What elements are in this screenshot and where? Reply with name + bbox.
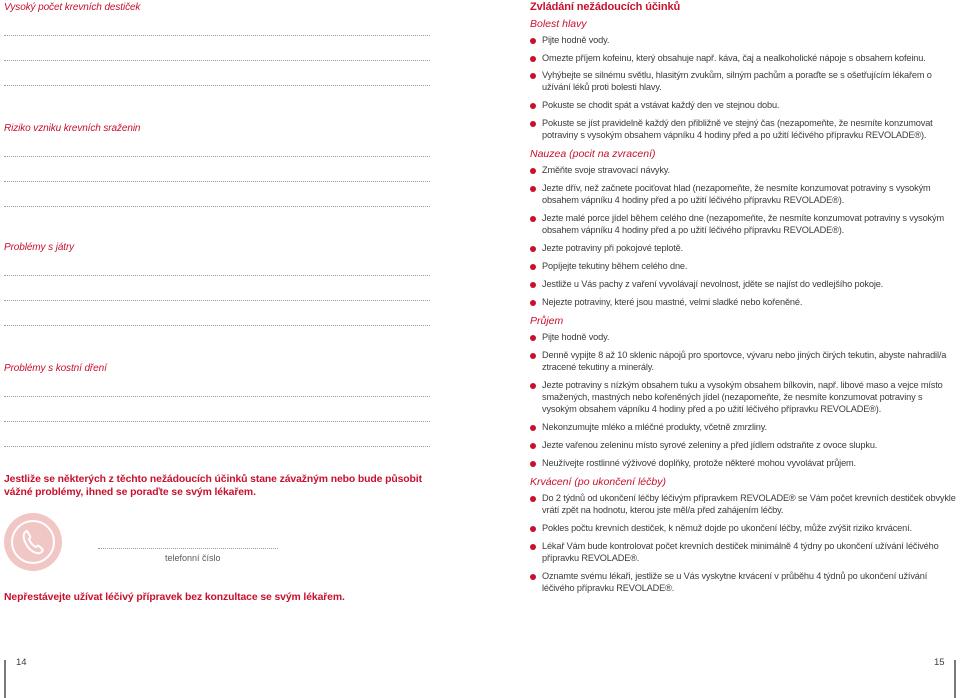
note-line[interactable] — [4, 85, 430, 86]
bullet-icon — [530, 496, 536, 502]
bullet-icon — [530, 335, 536, 341]
list-item: Omezte příjem kofeinu, který obsahuje např. káva, čaj a nealkoholické nápoje s obsahem kofeinu. — [530, 53, 958, 65]
note-label-bone-marrow: Problémy s kostní dření — [4, 363, 107, 374]
page-number-right: 15 — [934, 657, 945, 668]
nausea-list — [530, 165, 958, 309]
section-heading-bleeding: Krvácení (po ukončení léčby) — [530, 475, 666, 488]
note-label-liver: Problémy s játry — [4, 242, 75, 253]
bullet-icon — [530, 246, 536, 252]
note-line[interactable] — [4, 206, 430, 207]
note-line[interactable] — [4, 275, 430, 276]
bullet-icon — [530, 353, 536, 359]
list-item: Do 2 týdnů od ukončení léčby léčivým přípravkem REVOLADE® se Vám počet krevních destiček obvykle vrátí zpět na hodnotu, kterou jste měl/a před zahájením léčby. — [530, 493, 958, 517]
note-line[interactable] — [4, 421, 430, 422]
bullet-icon — [530, 461, 536, 467]
phone-caption: telefonní číslo — [165, 553, 221, 563]
page-edge-marker — [954, 660, 956, 698]
list-item: Pijte hodně vody. — [530, 35, 958, 47]
bullet-icon — [530, 38, 536, 44]
list-item: Neužívejte rostlinné výživové doplňky, protože některé mohou vyvolávat průjem. — [530, 458, 958, 470]
note-line[interactable] — [4, 60, 430, 61]
phone-number-field[interactable] — [98, 548, 278, 549]
bullet-icon — [530, 103, 536, 109]
bullet-icon — [530, 282, 536, 288]
list-item: Jestliže u Vás pachy z vaření vyvolávají nevolnost, jděte se najíst do vedlejšího pokoje. — [530, 279, 958, 291]
bullet-icon — [530, 168, 536, 174]
bullet-icon — [530, 121, 536, 127]
bullet-icon — [530, 73, 536, 79]
list-item: Pokles počtu krevních destiček, k němuž dojde po ukončení léčby, může zvýšit riziko krvácení. — [530, 523, 958, 535]
right-page — [530, 1, 958, 601]
section-heading-nausea: Nauzea (pocit na zvracení) — [530, 147, 656, 160]
bullet-icon — [530, 544, 536, 550]
note-label-platelets: Vysoký počet krevních destiček — [4, 2, 141, 13]
bullet-icon — [530, 425, 536, 431]
list-item: Jezte malé porce jídel během celého dne (nezapomeňte, že nesmíte konzumovat potraviny s vysokým obsahem vápníku 4 hodiny před a po užití léčivého přípravku REVOLADE®). — [530, 213, 958, 237]
list-item: Jezte potraviny s nízkým obsahem tuku a vysokým obsahem bílkovin, např. libové maso a vejce místo smažených, mastných nebo kořeněných jídel (nezapomeňte, že nesmíte konzumovat potraviny s vysokým obsahem vápníku 4 hodiny před a po užití léčivého přípravku REVOLADE®). — [530, 380, 958, 415]
note-line[interactable] — [4, 325, 430, 326]
note-line[interactable] — [4, 156, 430, 157]
bullet-icon — [530, 443, 536, 449]
list-item: Jezte dřív, než začnete pociťovat hlad (nezapomeňte, že nesmíte konzumovat potraviny s vysokým obsahem vápníku 4 hodiny před a po užití léčivého přípravku REVOLADE®). — [530, 183, 958, 207]
section-heading-headache: Bolest hlavy — [530, 18, 587, 30]
closing-warning: Nepřestávejte užívat léčivý přípravek bez konzultace se svým lékařem. — [4, 592, 345, 603]
bleeding-list — [530, 493, 958, 594]
list-item: Nejezte potraviny, které jsou mastné, velmi sladké nebo kořeněné. — [530, 297, 958, 309]
note-line[interactable] — [4, 396, 430, 397]
note-line[interactable] — [4, 446, 430, 447]
note-line[interactable] — [4, 300, 430, 301]
section-heading-diarrhea: Průjem — [530, 315, 564, 328]
list-item: Popíjejte tekutiny během celého dne. — [530, 261, 958, 273]
bullet-icon — [530, 574, 536, 580]
note-line[interactable] — [4, 181, 430, 182]
phone-icon — [4, 513, 62, 571]
list-item: Jezte potraviny při pokojové teplotě. — [530, 243, 958, 255]
page-number-left: 14 — [16, 657, 27, 668]
page-edge-marker — [4, 660, 6, 698]
headache-list — [530, 35, 958, 141]
bullet-icon — [530, 526, 536, 532]
doctor-warning: Jestliže se některých z těchto nežádoucích účinků stane závažným nebo bude působit vážné problémy, ihned se poraďte se svým lékařem. — [4, 474, 422, 498]
phone-handset-icon — [21, 529, 45, 555]
bullet-icon — [530, 186, 536, 192]
list-item: Změňte svoje stravovací návyky. — [530, 165, 958, 177]
diarrhea-list — [530, 332, 958, 470]
list-item: Pokuste se jíst pravidelně každý den přibližně ve stejný čas (nezapomeňte, že nesmíte konzumovat potraviny s vysokým obsahem vápníku 4 hodiny před a po užití léčivého přípravku REVOLADE®). — [530, 118, 958, 142]
list-item: Jezte vařenou zeleninu místo syrové zeleniny a před jídlem odstraňte z ovoce slupku. — [530, 440, 958, 452]
list-item: Nekonzumujte mléko a mléčné produkty, včetně zmrzliny. — [530, 422, 958, 434]
list-item: Pokuste se chodit spát a vstávat každý den ve stejnou dobu. — [530, 100, 958, 112]
list-item: Lékař Vám bude kontrolovat počet krevních destiček minimálně 4 týdny po ukončení užívání léčivého přípravku REVOLADE®. — [530, 541, 958, 565]
list-item: Pijte hodně vody. — [530, 332, 958, 344]
bullet-icon — [530, 56, 536, 62]
list-item: Vyhýbejte se silnému světlu, hlasitým zvukům, silným pachům a poraďte se s ošetřujícím lékařem o užívání léků proti bolesti hlavy. — [530, 70, 958, 94]
list-item: Denně vypijte 8 až 10 sklenic nápojů pro sportovce, vývaru nebo jiných čirých tekutin, abyste nahradil/a ztracené tekutiny a minerály. — [530, 350, 958, 374]
list-item: Oznamte svému lékaři, jestliže se u Vás vyskytne krvácení v průběhu 4 týdnů po ukončení užívání léčivého přípravku REVOLADE®. — [530, 571, 958, 595]
page-title: Zvládání nežádoucích účinků — [530, 1, 681, 13]
bullet-icon — [530, 300, 536, 306]
bullet-icon — [530, 383, 536, 389]
bullet-icon — [530, 264, 536, 270]
note-label-blood-clots: Riziko vzniku krevních sraženin — [4, 123, 141, 134]
note-line[interactable] — [4, 35, 430, 36]
bullet-icon — [530, 216, 536, 222]
